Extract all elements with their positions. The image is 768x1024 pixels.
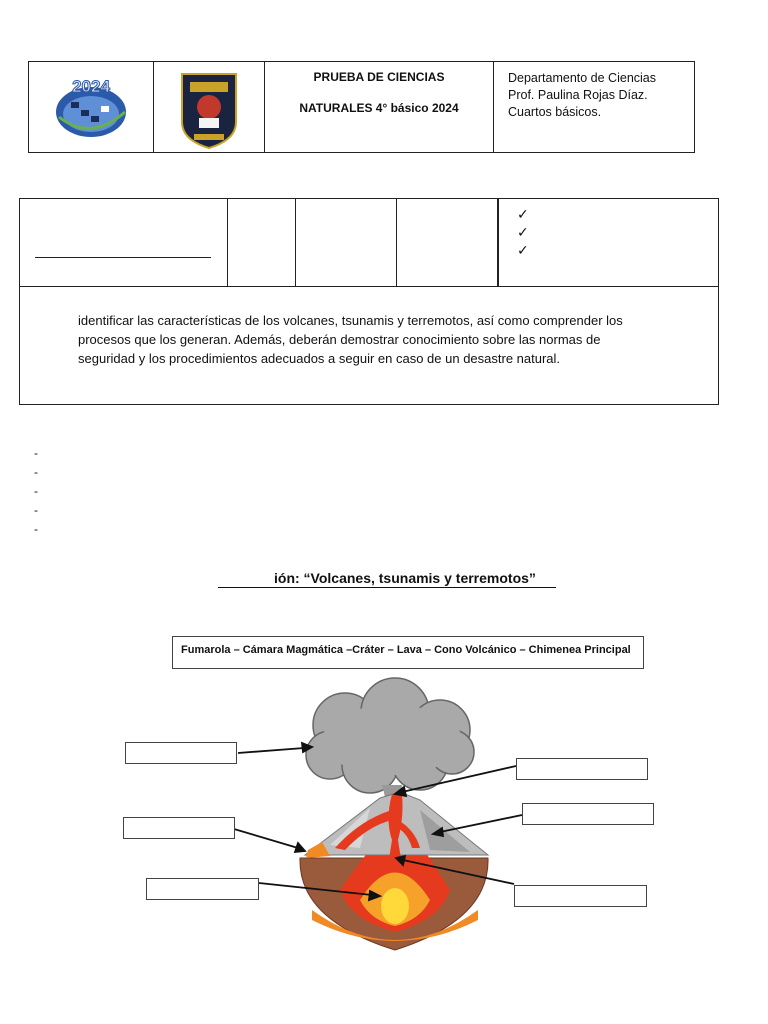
checklist [517,205,529,259]
logo-year-text: 2024 [72,77,110,96]
department-cell [494,62,694,152]
school-crest-cell [154,62,265,152]
school-logo-cell [29,62,154,152]
course-level: Cuartos básicos. [508,105,602,119]
student-info-table [19,198,719,405]
department-info [508,70,656,121]
teacher-name: Prof. Paulina Rojas Díaz. [508,88,648,102]
section-title-text: ión: “Volcanes, tsunamis y terremotos” [274,570,536,586]
answer-box-lava[interactable] [123,817,235,839]
check-mark-1: ✓ [517,206,529,222]
instruction-item: - [34,522,38,536]
anniversary-logo [29,62,154,154]
test-title-line-1: PRUEBA DE CIENCIAS [313,70,445,84]
instruction-item: - [34,484,38,498]
answer-box-chimney[interactable] [514,885,647,907]
answer-box-cone[interactable] [522,803,654,825]
volcanic-cone-icon [305,792,488,868]
section-title [218,570,556,588]
instruction-item: - [34,446,38,460]
instruction-item: - [34,503,38,517]
student-info-row [20,199,718,287]
school-crest-icon [154,62,265,154]
department-name: Departamento de Ciencias [508,71,656,85]
answer-box-cloud[interactable] [125,742,237,764]
test-title-line-2: NATURALES 4° básico 2024 [299,101,459,115]
check-mark-2: ✓ [517,224,529,240]
learning-objective: identificar las características de los volcanes, tsunamis y terremotos, así como comprender los procesos que los generan. Además, deberán demostrar conocimiento sobre las normas de seguridad y los procedimientos adecuados a seguir en caso de un desastre natural. [78,313,623,366]
test-title-cell [265,62,494,152]
answer-box-crater[interactable] [516,758,648,780]
header-table [28,61,695,153]
student-name-field[interactable] [35,257,211,258]
instruction-item: - [34,465,38,479]
word-bank: Fumarola – Cámara Magmática –Cráter – Lava – Cono Volcánico – Chimenea Principal [172,636,644,669]
answer-box-chamber[interactable] [146,878,259,900]
instructions-list [34,444,38,539]
check-mark-3: ✓ [517,242,529,258]
